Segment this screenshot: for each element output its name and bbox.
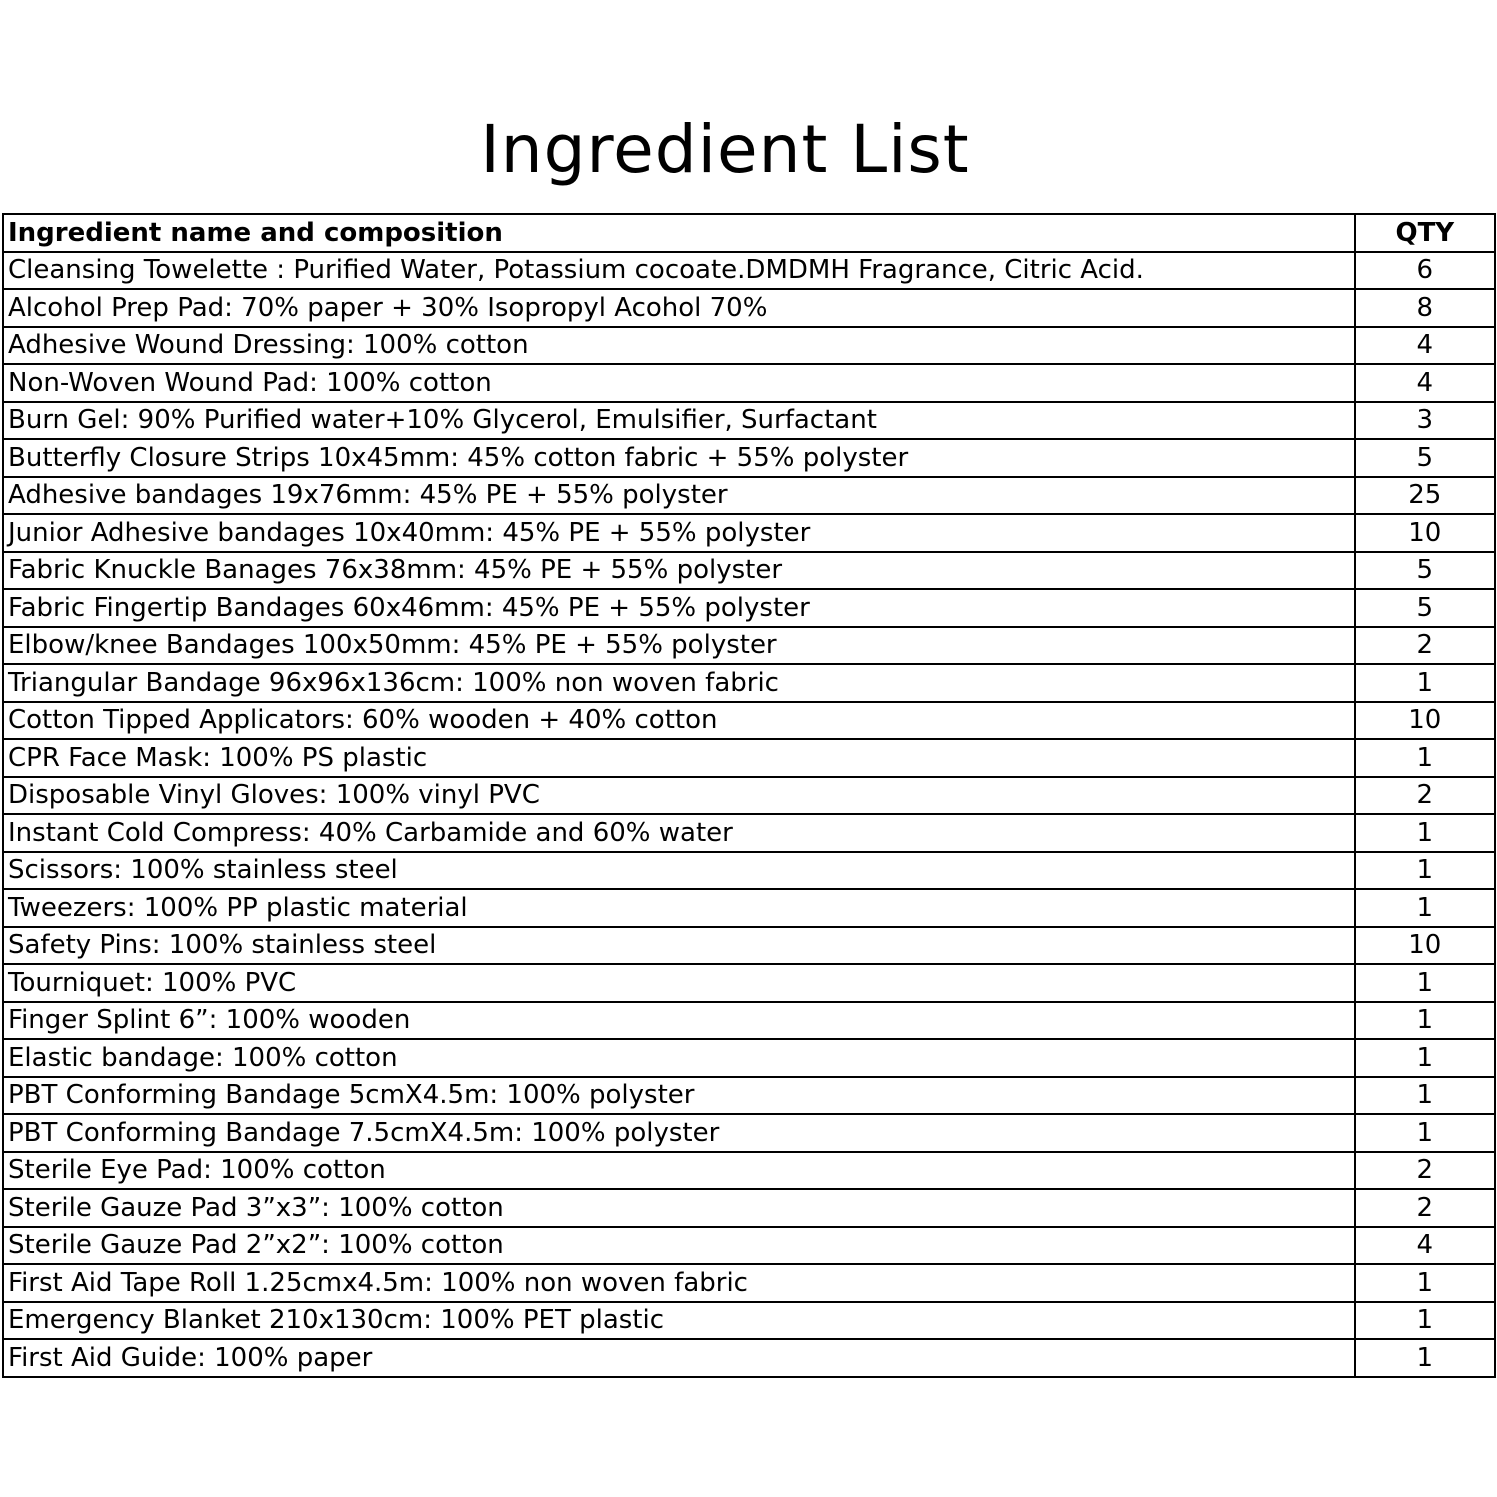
table-row [3,739,1495,777]
qty-cell: 5 [1355,589,1495,627]
ingredient-name-cell: Tourniquet: 100% PVC [3,964,1355,1002]
table-row [3,927,1495,965]
qty-cell: 10 [1355,927,1495,965]
table-body [3,252,1495,1377]
qty-cell: 1 [1355,1114,1495,1152]
table-row [3,364,1495,402]
table-row [3,327,1495,365]
qty-cell: 1 [1355,1302,1495,1340]
qty-cell: 1 [1355,1264,1495,1302]
qty-cell: 1 [1355,664,1495,702]
qty-cell: 2 [1355,1152,1495,1190]
table-row [3,889,1495,927]
ingredient-name-cell: Sterile Gauze Pad 3”x3”: 100% cotton [3,1189,1355,1227]
qty-cell: 1 [1355,1039,1495,1077]
ingredient-name-cell: Non-Woven Wound Pad: 100% cotton [3,364,1355,402]
qty-cell: 8 [1355,289,1495,327]
ingredient-name-cell: PBT Conforming Bandage 7.5cmX4.5m: 100% polyster [3,1114,1355,1152]
table-row [3,1002,1495,1040]
table-row [3,814,1495,852]
table-row [3,514,1495,552]
ingredient-name-cell: Cleansing Towelette : Purified Water, Potassium cocoate.DMDMH Fragrance, Citric Acid. [3,252,1355,290]
qty-cell: 25 [1355,477,1495,515]
ingredient-table [2,213,1496,1378]
qty-cell: 10 [1355,514,1495,552]
ingredient-name-cell: Emergency Blanket 210x130cm: 100% PET plastic [3,1302,1355,1340]
table-row [3,1339,1495,1377]
table-row [3,1077,1495,1115]
table-row [3,1302,1495,1340]
ingredient-name-cell: Fabric Knuckle Banages 76x38mm: 45% PE + 55% polyster [3,552,1355,590]
qty-cell: 4 [1355,1227,1495,1265]
table-row [3,777,1495,815]
table-row [3,589,1495,627]
table-row [3,964,1495,1002]
ingredient-name-cell: Scissors: 100% stainless steel [3,852,1355,890]
ingredient-name-cell: PBT Conforming Bandage 5cmX4.5m: 100% polyster [3,1077,1355,1115]
table-row [3,1264,1495,1302]
table-row [3,402,1495,440]
table-row [3,289,1495,327]
ingredient-name-cell: Fabric Fingertip Bandages 60x46mm: 45% PE + 55% polyster [3,589,1355,627]
ingredient-name-cell: Elbow/knee Bandages 100x50mm: 45% PE + 55% polyster [3,627,1355,665]
qty-cell: 2 [1355,1189,1495,1227]
qty-cell: 10 [1355,702,1495,740]
qty-cell: 4 [1355,364,1495,402]
qty-cell: 1 [1355,1339,1495,1377]
ingredient-name-cell: First Aid Guide: 100% paper [3,1339,1355,1377]
ingredient-name-cell: Tweezers: 100% PP plastic material [3,889,1355,927]
table-row [3,702,1495,740]
table-row [3,852,1495,890]
qty-cell: 1 [1355,1002,1495,1040]
page-title: Ingredient List [480,111,970,188]
ingredient-name-cell: CPR Face Mask: 100% PS plastic [3,739,1355,777]
qty-cell: 1 [1355,1077,1495,1115]
qty-cell: 2 [1355,777,1495,815]
ingredient-name-cell: Adhesive bandages 19x76mm: 45% PE + 55% polyster [3,477,1355,515]
table-row [3,627,1495,665]
table-row [3,1039,1495,1077]
qty-cell: 4 [1355,327,1495,365]
qty-cell: 1 [1355,739,1495,777]
qty-cell: 5 [1355,439,1495,477]
qty-cell: 3 [1355,402,1495,440]
ingredient-name-cell: Adhesive Wound Dressing: 100% cotton [3,327,1355,365]
ingredient-name-cell: Alcohol Prep Pad: 70% paper + 30% Isopropyl Acohol 70% [3,289,1355,327]
qty-cell: 1 [1355,964,1495,1002]
table-header-row [3,214,1495,252]
table-row [3,552,1495,590]
ingredient-name-cell: Butterfly Closure Strips 10x45mm: 45% cotton fabric + 55% polyster [3,439,1355,477]
ingredient-name-cell: Cotton Tipped Applicators: 60% wooden + 40% cotton [3,702,1355,740]
table-row [3,1189,1495,1227]
ingredient-name-cell: Instant Cold Compress: 40% Carbamide and 60% water [3,814,1355,852]
table-row [3,1227,1495,1265]
table-row [3,439,1495,477]
ingredient-name-cell: Sterile Eye Pad: 100% cotton [3,1152,1355,1190]
header-qty: QTY [1355,214,1495,252]
ingredient-name-cell: First Aid Tape Roll 1.25cmx4.5m: 100% non woven fabric [3,1264,1355,1302]
qty-cell: 1 [1355,852,1495,890]
table-row [3,477,1495,515]
qty-cell: 6 [1355,252,1495,290]
ingredient-name-cell: Disposable Vinyl Gloves: 100% vinyl PVC [3,777,1355,815]
qty-cell: 2 [1355,627,1495,665]
table-row [3,1152,1495,1190]
ingredient-name-cell: Safety Pins: 100% stainless steel [3,927,1355,965]
qty-cell: 5 [1355,552,1495,590]
ingredient-name-cell: Triangular Bandage 96x96x136cm: 100% non woven fabric [3,664,1355,702]
ingredient-name-cell: Elastic bandage: 100% cotton [3,1039,1355,1077]
ingredient-name-cell: Burn Gel: 90% Purified water+10% Glycerol, Emulsifier, Surfactant [3,402,1355,440]
table-row [3,252,1495,290]
table-row [3,1114,1495,1152]
qty-cell: 1 [1355,814,1495,852]
qty-cell: 1 [1355,889,1495,927]
header-ingredient-name: Ingredient name and composition [3,214,1355,252]
ingredient-name-cell: Finger Splint 6”: 100% wooden [3,1002,1355,1040]
ingredient-name-cell: Sterile Gauze Pad 2”x2”: 100% cotton [3,1227,1355,1265]
ingredient-name-cell: Junior Adhesive bandages 10x40mm: 45% PE + 55% polyster [3,514,1355,552]
table-row [3,664,1495,702]
